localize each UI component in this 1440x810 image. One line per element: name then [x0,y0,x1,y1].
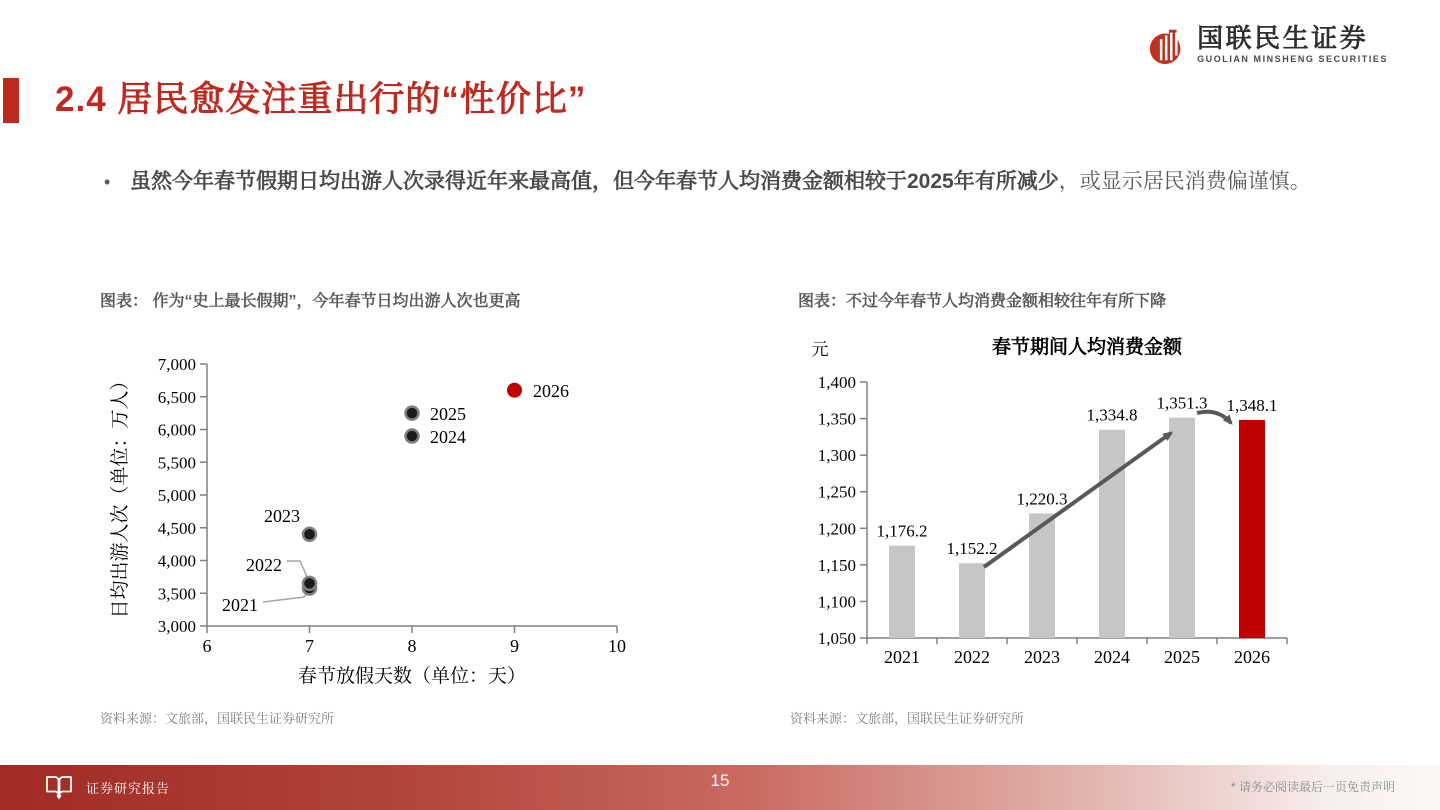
bar-2021 [889,546,915,638]
svg-text:1,100: 1,100 [817,592,856,612]
bar-2024 [1099,430,1125,638]
svg-text:3,000: 3,000 [157,617,196,636]
bar-value-label-2023: 1,220.3 [1016,489,1068,509]
logo-name-en: GUOLIAN MINSHENG SECURITIES [1197,54,1388,65]
svg-text:1,200: 1,200 [817,519,856,539]
page-number: 15 [710,771,730,790]
trend-arrow-main [984,433,1171,567]
svg-text:3,500: 3,500 [157,584,196,604]
scatter-chart-daily-travelers [100,330,660,700]
svg-text:1,300: 1,300 [817,446,856,466]
company-logo [1147,24,1388,66]
svg-text:1,050: 1,050 [817,629,856,648]
scatter-label-2023: 2023 [264,506,300,526]
bullet-text-bold: 虽然今年春节假期日均出游人次录得近年来最高值，但今年春节人均消费金额相较于2025年有所减少 [130,170,1059,193]
bar-value-label-2025: 1,351.3 [1156,393,1208,413]
svg-text:10: 10 [608,636,626,656]
svg-text:6,000: 6,000 [157,420,196,440]
footer-report-type-label: 证券研究报告 [86,780,171,796]
scatter-point-2025 [406,407,419,420]
svg-text:春节放假天数（单位：天）: 春节放假天数（单位：天） [297,666,527,687]
scatter-label-2021: 2021 [222,595,258,615]
open-book-icon [44,774,74,800]
svg-text:4,500: 4,500 [157,518,196,538]
logo-name-cn: 国联民生证券 [1197,23,1369,54]
bar-category-label-2021: 2021 [884,647,920,667]
bar-value-label-2021: 1,176.2 [876,521,928,541]
scatter-label-2024: 2024 [430,427,466,447]
svg-text:7,000: 7,000 [157,355,196,374]
bar-category-label-2026: 2026 [1234,647,1270,667]
scatter-point-2024 [406,430,419,443]
scatter-label-2025: 2025 [430,404,466,424]
svg-text:8: 8 [407,636,417,656]
bar-chart-title-group [812,335,1183,359]
svg-text:6,500: 6,500 [157,387,196,407]
bar-series [889,418,1265,638]
svg-text:1,400: 1,400 [817,373,856,392]
bar-2026 [1239,420,1265,638]
bar-category-label-2024: 2024 [1094,647,1130,667]
bar-2025 [1169,418,1195,638]
footer-report-type [44,774,170,800]
svg-text:4,000: 4,000 [157,551,196,571]
bullet-text-regular: ，或显示居民消费偏谨慎。 [1058,170,1311,193]
bar-value-label-2026: 1,348.1 [1226,395,1278,415]
scatter-label-2026: 2026 [533,381,569,401]
svg-text:1,250: 1,250 [817,482,856,502]
svg-text:1,150: 1,150 [817,555,856,575]
bar-chart-title: 春节期间人均消费金额 [991,337,1183,358]
scatter-point-2026 [507,383,522,398]
footer-disclaimer: * 请务必阅读最后一页免责声明 [1230,780,1395,794]
right-figure-header: 图表：不过今年春节人均消费金额相较往年有所下降 [798,293,1167,310]
scatter-point-2023 [303,528,316,541]
bar-axes [860,382,1287,644]
svg-text:6: 6 [202,636,212,656]
logo-emblem-icon [1147,24,1189,66]
bar-chart-unit: 元 [811,340,829,359]
left-figure-source: 资料来源：文旅部，国联民生证券研究所 [100,711,335,726]
svg-text:1,350: 1,350 [817,409,856,429]
scatter-axes [200,364,617,633]
scatter-label-2022: 2022 [246,555,282,575]
right-figure-source: 资料来源：文旅部，国联民生证券研究所 [790,711,1025,726]
bullet-point [100,162,1340,202]
svg-text:5,500: 5,500 [157,453,196,473]
bar-category-label-2022: 2022 [954,647,990,667]
bullet-text [130,162,1340,202]
bar-value-label-2022: 1,152.2 [946,539,998,559]
title-accent-bar [3,78,19,123]
scatter-point-2022 [303,577,316,590]
svg-text:7: 7 [305,636,314,656]
bar-category-label-2025: 2025 [1164,647,1200,667]
bullet-dot: • [104,172,111,192]
svg-text:9: 9 [510,636,519,656]
scatter-point-labels [222,381,569,615]
bar-chart-per-capita-spending [790,325,1330,700]
bar-value-labels [877,394,1278,559]
left-figure-header: 图表： 作为“史上最长假期”，今年春节日均出游人次也更高 [100,293,521,310]
page-title: 2.4 居民愈发注重出行的“性价比” [55,80,587,119]
bar-value-label-2024: 1,334.8 [1086,405,1138,425]
bar-category-label-2023: 2023 [1024,647,1060,667]
bar-2022 [959,563,985,638]
svg-text:5,000: 5,000 [157,486,196,505]
scatter-points [303,383,522,595]
svg-text:日均出游人次（单位：万人）: 日均出游人次（单位：万人） [110,371,131,619]
